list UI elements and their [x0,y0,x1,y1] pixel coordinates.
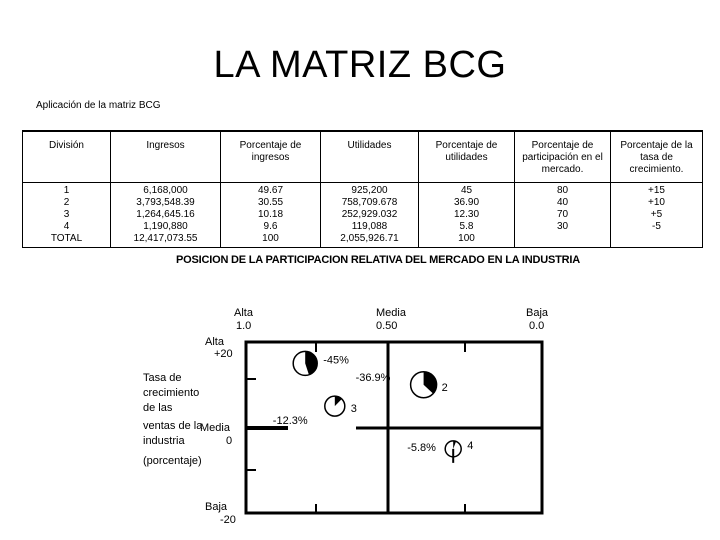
x-axis-mid-value: 0.50 [376,320,398,332]
cell-value: 70 [556,209,569,220]
cell-value: 49.67 [257,185,284,196]
cell-value: 1,264,645.16 [136,209,195,220]
column-header: Porcentaje de la tasa de crecimiento. [611,131,703,183]
cell-value: 5.8 [459,221,474,232]
cell-value: 6,168,000 [143,185,188,196]
y-axis-mid-value: 0 [226,435,233,447]
cell-value: 30.55 [257,197,284,208]
cell-value: 12,417,073.55 [133,233,198,244]
x-axis-high-label: Alta [234,307,253,319]
cell-value: +15 [648,185,665,196]
cell-value: 1 [63,185,70,196]
cell-value: 119,088 [351,221,388,232]
y-axis-mid-label: Media [200,422,230,434]
matrix-title: POSICION DE LA PARTICIPACION RELATIVA DEL MERCADO EN LA INDUSTRIA [176,254,580,266]
cell-value: -5 [652,221,661,232]
y-axis-title-line: Tasa de [143,372,182,384]
x-axis-mid-label: Media [376,307,406,319]
cell-value: 36.90 [453,197,480,208]
x-axis-high-value: 1.0 [236,320,252,332]
division-number-label: 3 [350,403,357,416]
cell-value: 30 [556,221,569,232]
cell-value: 3 [63,209,70,220]
cell-value: 925,200 [351,185,388,196]
cell-value: 3,793,548.39 [136,197,195,208]
cell-value: 12.30 [453,209,480,220]
cell-value: 9.6 [263,221,278,232]
column-header: Porcentaje de utilidades [419,131,515,183]
y-axis-high-label: Alta [205,336,224,348]
y-axis-title-line: de las [143,402,173,414]
division-number-label: 2 [441,381,448,394]
page-title: LA MATRIZ BCG [213,44,507,86]
cell-value: 4 [63,221,70,232]
y-axis-high-value: +20 [214,348,233,360]
division-bubbles [273,351,474,463]
column-header: Utilidades [321,131,419,183]
cell-value: 40 [556,197,569,208]
y-axis-low-value: -20 [220,514,236,526]
column-header: Ingresos [111,131,221,183]
y-axis-low-label: Baja [205,501,228,513]
division-share-label: -12.3% [272,415,308,428]
cell-value: 10.18 [257,209,284,220]
y-axis-title-line: crecimiento [143,387,200,399]
cell-value: TOTAL [50,233,83,244]
cell-value: 1,190,880 [143,221,188,232]
page-subtitle: Aplicación de la matriz BCG [36,100,161,111]
cell-value: 2 [63,197,70,208]
cell-value: 2,055,926.71 [340,233,399,244]
y-axis-title-line: industria [143,435,185,447]
column-header: División [23,131,111,183]
cell-value: 80 [556,185,569,196]
column-header: Porcentaje de ingresos [221,131,321,183]
cell-value: 252,929.032 [341,209,398,220]
cell-value: +5 [650,209,663,220]
y-axis-title-line: ventas de la [143,420,203,432]
cell-value: +10 [648,197,665,208]
x-axis-low-label: Baja [526,307,549,319]
division-share-label: -36.9% [355,371,391,384]
y-axis-title-line: (porcentaje) [143,455,202,467]
division-share-label: -45% [323,354,349,367]
division-number-label: 4 [467,439,474,452]
cell-value: 100 [458,233,475,244]
cell-value: 758,709.678 [341,197,398,208]
division-share-label: -5.8% [407,441,436,454]
x-axis-low-value: 0.0 [529,320,545,332]
column-header: Porcentaje de participación en el mercado. [515,131,611,183]
cell-value: 100 [262,233,279,244]
cell-value: 45 [460,185,473,196]
